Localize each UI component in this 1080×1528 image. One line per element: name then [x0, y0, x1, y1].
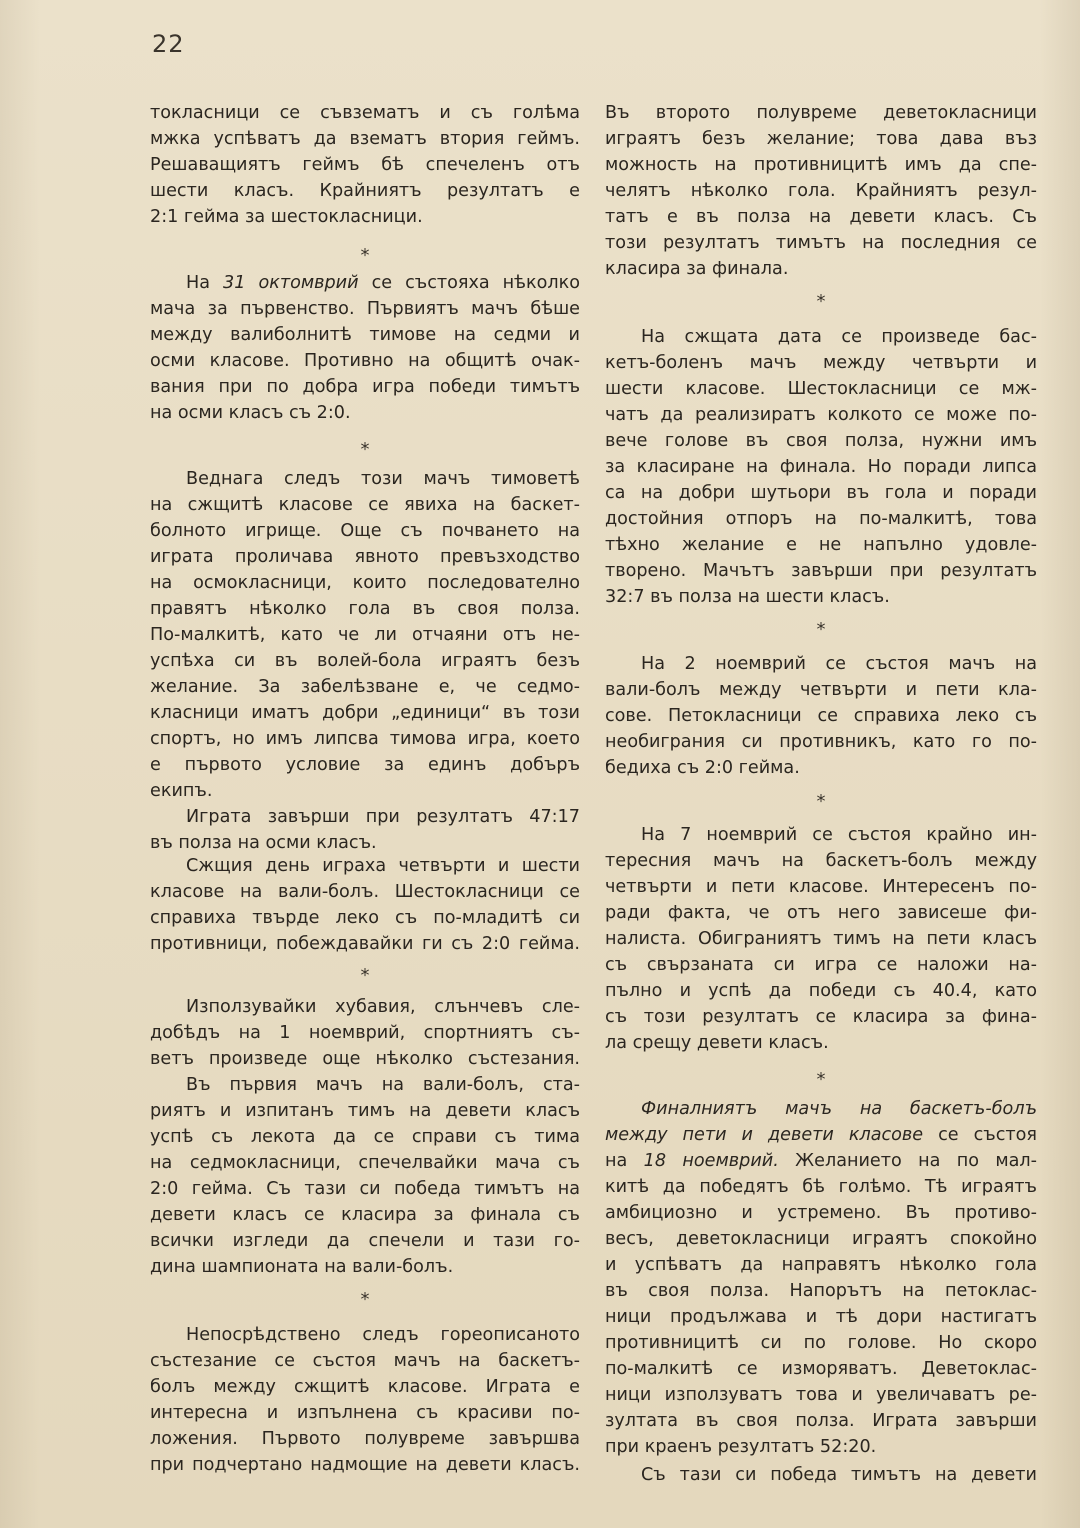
text-line: ложения. Първото полувреме завършва [150, 1429, 580, 1449]
text-line: класира за финала. [605, 259, 789, 279]
paragraph [605, 324, 1037, 610]
text-line: бедиха съ 2:0 гейма. [605, 758, 800, 778]
text-line: и успѣватъ да направятъ нѣколко гола [605, 1255, 1037, 1275]
text-line: играта проличава явното превъзходство [150, 547, 580, 567]
text-line: творено. Мачътъ завърши при резултатъ [605, 561, 1037, 581]
section-separator: * [360, 439, 370, 460]
text-fragment: се състоя [938, 1125, 1037, 1145]
text-line: ла срещу девети класъ. [605, 1033, 829, 1053]
text-line: тѣхно желание е не напълно удовле- [605, 535, 1037, 555]
paragraph [605, 1462, 1037, 1488]
text-line: между валиболнитѣ тимове на седми и [150, 325, 580, 345]
text-line [605, 1122, 1037, 1148]
paragraph [150, 1322, 580, 1478]
text-line: Веднага следъ този мачъ тимоветѣ [186, 469, 580, 489]
text-line: всички изгледи да спечели и тази го- [150, 1231, 580, 1251]
text-line: успѣха си въ волей-бола играятъ безъ [150, 651, 580, 671]
text-line: съ този резултатъ се класира за фина- [605, 1007, 1037, 1027]
text-line: Съ тази си победа тимътъ на девети [641, 1465, 1037, 1485]
text-line: татъ е въ полза на девети класъ. Съ [605, 207, 1037, 227]
section-separator: * [816, 619, 826, 640]
paragraph [150, 853, 580, 957]
text-line: достойния отпоръ на по-малкитѣ, това [605, 509, 1037, 529]
paragraph [605, 822, 1037, 1056]
text-line: четвърти и пети класове. Интересенъ по- [605, 877, 1037, 897]
paragraph [150, 804, 580, 856]
text-line: е първото условие за единъ добъръ [150, 755, 580, 775]
page-number: 22 [152, 30, 185, 58]
text-line: състезание се състоя мачъ на баскетъ- [150, 1351, 580, 1371]
text-line: вече голове въ своя полза, нужни имъ [605, 431, 1037, 451]
text-line: са на добри шутьори въ гола и поради [605, 483, 1037, 503]
text-line: ници продължава и тѣ дори настигатъ [605, 1307, 1037, 1327]
text-fragment: На [186, 273, 211, 293]
text-line: По-малкитѣ, като че ли отчаяни отъ не- [150, 625, 580, 645]
text-line: успѣ съ лекота да се справи съ тима [150, 1127, 580, 1147]
paragraph [150, 100, 580, 230]
text-line: за класиране на финала. Но поради липса [605, 457, 1037, 477]
text-line: правятъ нѣколко гола въ своя полза. [150, 599, 580, 619]
section-separator: * [360, 245, 370, 266]
text-line: този резултатъ тимътъ на последния се [605, 233, 1037, 253]
italic-heading: между пети и девети класове [605, 1125, 924, 1145]
text-line: ради факта, че отъ него зависеше фи- [605, 903, 1037, 923]
text-line: вали-болъ между четвърти и пети кла- [605, 680, 1037, 700]
text-line: На 7 ноемврий се състоя крайно ин- [641, 825, 1037, 845]
text-line: риятъ и изпитанъ тимъ на девети класъ [150, 1101, 580, 1121]
text-line: 2:1 гейма за шестокласници. [150, 207, 423, 227]
section-separator: * [360, 965, 370, 986]
text-line: пълно и успѣ да победи съ 40.4, като [605, 981, 1037, 1001]
text-line: Въ второто полувреме деветокласници [605, 103, 1037, 123]
text-line: дина шампионата на вали-болъ. [150, 1257, 454, 1277]
text-line: класове на вали-болъ. Шестокласници се [150, 882, 580, 902]
text-fragment: на [605, 1151, 628, 1171]
text-line: въ полза на осми класъ. [150, 833, 377, 853]
text-line: на осмокласници, които последователно [150, 573, 580, 593]
text-line: Играта завърши при резултатъ 47:17 [186, 807, 580, 827]
text-line: необиграния си противникъ, като го по- [605, 732, 1037, 752]
text-line: Решаващиятъ геймъ бѣ спечеленъ отъ [150, 155, 580, 175]
text-line: на осми класъ съ 2:0. [150, 403, 351, 423]
text-line: при подчертано надмощие на девети класъ. [150, 1455, 580, 1475]
text-line: на сжщитѣ класове се явиха на баскет- [150, 495, 580, 515]
text-line: 2:0 гейма. Съ тази си победа тимътъ на [150, 1179, 580, 1199]
text-line: болъ между сжщитѣ класове. Играта е [150, 1377, 580, 1397]
text-line: ветъ произведе още нѣколко състезания. [150, 1049, 580, 1069]
italic-heading: Финалниятъ мачъ на баскетъ-болъ [641, 1099, 1037, 1119]
text-line: справиха твърде леко съ по-младитѣ си [150, 908, 580, 928]
text-line: Въ първия мачъ на вали-болъ, ста- [186, 1075, 580, 1095]
text-line: девети класъ се класира за финала съ [150, 1205, 580, 1225]
text-line: сове. Петокласници се справиха леко съ [605, 706, 1037, 726]
text-line: Сжщия день играха четвърти и шести [186, 856, 580, 876]
section-separator: * [816, 291, 826, 312]
text-line: шести класъ. Крайниятъ резултатъ е [150, 181, 580, 201]
text-line: можность на противницитѣ имъ да спе- [605, 155, 1037, 175]
text-line: въ своя полза. Напорътъ на петоклас- [605, 1281, 1037, 1301]
text-line: при краенъ резултатъ 52:20. [605, 1437, 877, 1457]
text-line: налиста. Обиграниятъ тимъ на пети класъ [605, 929, 1037, 949]
text-line: съ свързаната си игра се наложи на- [605, 955, 1037, 975]
paragraph [605, 651, 1037, 781]
section-separator: * [816, 1069, 826, 1090]
text-line: Използувайки хубавия, слънчевъ сле- [186, 997, 580, 1017]
text-line: китѣ да победятъ бѣ голѣмо. Тѣ играятъ [605, 1177, 1037, 1197]
text-line: зултата въ своя полза. Играта завърши [605, 1411, 1037, 1431]
text-line: чатъ да реализиратъ колкото се може по- [605, 405, 1037, 425]
text-line [605, 1096, 1037, 1122]
text-line: интересна и изпълнена съ красиви по- [150, 1403, 580, 1423]
paragraph [605, 100, 1037, 282]
text-line: мжка успѣватъ да взематъ втория геймъ. [150, 129, 580, 149]
text-line: На сжщата дата се произведе бас- [641, 327, 1037, 347]
text-line: шести класове. Шестокласници се мж- [605, 379, 1037, 399]
text-line: болното игрище. Още съ почването на [150, 521, 580, 541]
text-line: по-малкитѣ се изморяватъ. Деветоклас- [605, 1359, 1037, 1379]
text-line: екипъ. [150, 781, 213, 801]
text-line: осми класове. Противно на общитѣ очак- [150, 351, 580, 371]
text-line: спортъ, но имъ липсва тимова игра, което [150, 729, 580, 749]
text-line [150, 270, 580, 296]
paragraph [150, 270, 580, 426]
text-line: токласници се съвзематъ и съ голѣма [150, 103, 580, 123]
text-line: весъ, деветокласници играятъ спокойно [605, 1229, 1037, 1249]
date-italic: 31 октомврий [223, 273, 359, 293]
section-separator: * [816, 791, 826, 812]
text-line: амбициозно и устремено. Въ противо- [605, 1203, 1037, 1223]
text-line: кетъ-боленъ мачъ между четвърти и [605, 353, 1037, 373]
text-line: противницитѣ си по голове. Но скоро [605, 1333, 1037, 1353]
text-line: тересния мачъ на баскетъ-болъ между [605, 851, 1037, 871]
text-line: противници, побеждавайки ги съ 2:0 гейма. [150, 934, 580, 954]
text-line: на седмокласници, спечелвайки мача съ [150, 1153, 580, 1173]
paragraph [150, 466, 580, 804]
text-line: добѣдъ на 1 ноемврий, спортниятъ съ- [150, 1023, 580, 1043]
text-line: ници използуватъ това и увеличаватъ ре- [605, 1385, 1037, 1405]
text-line: 32:7 въ полза на шести класъ. [605, 587, 890, 607]
paragraph [150, 1072, 580, 1280]
text-line: Непосрѣдствено следъ гореописаното [186, 1325, 580, 1345]
paragraph [150, 994, 580, 1072]
text-line: мача за първенство. Първиятъ мачъ бѣше [150, 299, 580, 319]
text-fragment: се състояха нѣколко [371, 273, 580, 293]
section-separator: * [360, 1289, 370, 1310]
text-fragment: Желанието на по мал- [795, 1151, 1037, 1171]
text-line: играятъ безъ желание; това дава въз [605, 129, 1037, 149]
text-line [605, 1148, 1037, 1174]
text-line: желание. За забелѣзване е, че седмо- [150, 677, 580, 697]
text-line: челятъ нѣколко гола. Крайниятъ резул- [605, 181, 1037, 201]
text-line: вания при по добра игра победи тимътъ [150, 377, 580, 397]
date-italic: 18 ноемврий. [643, 1151, 779, 1171]
text-line: класници иматъ добри „единици“ въ този [150, 703, 580, 723]
paragraph [605, 1096, 1037, 1460]
text-line: На 2 ноемврий се състоя мачъ на [641, 654, 1037, 674]
